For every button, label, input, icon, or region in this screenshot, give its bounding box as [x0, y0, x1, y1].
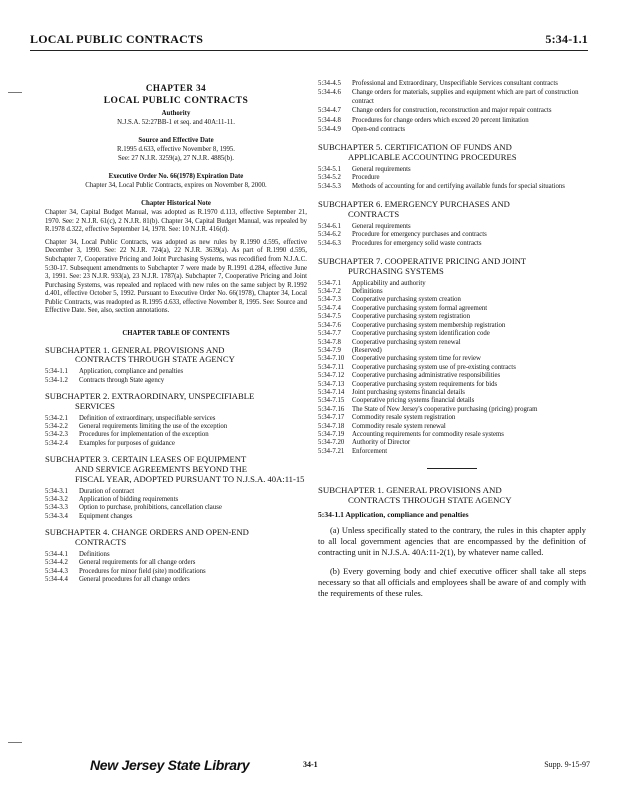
toc-item-text: Cooperative purchasing system requirements for bids	[352, 380, 498, 388]
subchapter-heading-line2: AND SERVICE AGREEMENTS BEYOND THE	[75, 464, 247, 475]
history-paragraph-1: Chapter 34, Capital Budget Manual, was adopted as R.1970 d.113, effective September 21, 1970. See: 2 N.J.R. 61(c), 2 N.J.R. 81(b). Chapter 34, Capital Budget Manual, was repealed by R.1978 d.322, effective September 14, 1978. See: 10 N.J.R. 416(d).	[45, 208, 307, 234]
toc-item	[45, 551, 307, 559]
chapter-title: LOCAL PUBLIC CONTRACTS	[103, 95, 249, 106]
toc-item-text: General procedures for all change orders	[79, 576, 190, 584]
toc-item	[318, 305, 586, 313]
toc-item-text: Procedure for emergency purchases and contracts	[352, 231, 487, 239]
toc-item	[318, 355, 586, 363]
subchapter-heading-line2: SERVICES	[75, 400, 115, 411]
toc-item-text: Open-end contracts	[352, 126, 406, 134]
supplement-date: Supp. 9-15-97	[544, 760, 590, 769]
header-section-number: 5:34-1.1	[545, 32, 588, 46]
toc-item-code: 5:34-7.18	[318, 422, 345, 430]
running-header	[30, 32, 588, 48]
subchapter-heading	[45, 392, 307, 412]
toc-item-code: 5:34-1.1	[45, 368, 68, 376]
toc-item-text: Professional and Extraordinary, Unspecifiable Services consultant contracts	[352, 80, 558, 87]
toc-item	[318, 330, 586, 338]
toc-right-top	[318, 80, 586, 134]
toc-item-code: 5:34-3.4	[45, 512, 68, 520]
toc-item-code: 5:34-4.5	[318, 80, 341, 87]
chapter-number: CHAPTER 34	[145, 83, 207, 93]
toc-item	[318, 296, 586, 304]
toc-item	[318, 439, 586, 447]
subchapter-heading	[45, 346, 307, 366]
toc-item	[318, 183, 586, 191]
subchapter-heading-line1: SUBCHAPTER 4. CHANGE ORDERS AND OPEN-END	[45, 527, 249, 538]
toc-item-text: (Reserved)	[352, 346, 382, 354]
subchapter-heading-line2: CONTRACTS	[75, 537, 127, 548]
toc-item	[318, 431, 586, 439]
toc-item-code: 5:34-7.2	[318, 288, 341, 296]
toc-item-code: 5:34-6.1	[318, 222, 341, 230]
toc-item-code: 5:34-7.16	[318, 405, 345, 413]
header-title: LOCAL PUBLIC CONTRACTS	[30, 32, 204, 46]
toc-item	[45, 377, 307, 385]
subchapter-heading	[318, 257, 586, 277]
subchapter-heading-line2: CONTRACTS THROUGH STATE AGENCY	[75, 354, 235, 365]
subchapter-heading	[318, 143, 586, 163]
subchapter-heading	[45, 455, 307, 484]
toc-item	[318, 347, 586, 355]
toc-item	[45, 496, 307, 504]
subchapter-heading	[45, 528, 307, 548]
toc-item-text: Enforcement	[352, 447, 388, 455]
authority-label: Authority	[161, 110, 191, 118]
toc-item-code: 5:34-7.11	[318, 363, 344, 371]
toc-item	[318, 423, 586, 431]
toc-item-text: Application of bidding requirements	[79, 496, 179, 504]
header-rule	[30, 50, 588, 51]
subchapter-heading-line2: APPLICABLE ACCOUNTING PROCEDURES	[348, 152, 517, 163]
toc-item	[318, 240, 586, 248]
toc-right	[318, 143, 586, 456]
source-text-1: R.1995 d.633, effective November 8, 1995.	[116, 145, 236, 153]
toc-item-code: 5:34-4.3	[45, 567, 68, 575]
source-text-2: See: 27 N.J.R. 3259(a), 27 N.J.R. 4885(b).	[118, 154, 234, 162]
toc-item-code: 5:34-7.12	[318, 372, 345, 380]
toc-item-text: Procedure	[352, 174, 380, 182]
source-label: Source and Effective Date	[138, 137, 214, 145]
toc-item-code: 5:34-5.3	[318, 182, 341, 190]
toc-item-text: Cooperative purchasing system formal agreement	[352, 304, 488, 312]
toc-item	[45, 576, 307, 584]
toc-item-text: Definitions	[352, 288, 383, 296]
toc-item-text: Procedures for emergency solid waste contracts	[352, 239, 482, 247]
toc-item-code: 5:34-7.19	[318, 430, 345, 438]
left-column	[45, 84, 307, 585]
toc-item	[318, 339, 586, 347]
toc-item-code: 5:34-4.2	[45, 559, 68, 567]
toc-item-code: 5:34-7.17	[318, 414, 345, 422]
toc-item-text: The State of New Jersey's cooperative purchasing (pricing) program	[352, 405, 538, 413]
toc-item-text: Definition of extraordinary, unspecifiable services	[79, 414, 216, 422]
toc-item-text: Procedures for minor field (site) modifications	[79, 567, 206, 575]
toc-item-text: Cooperative purchasing system registration	[352, 313, 470, 321]
toc-item-text: Joint purchasing systems financial details	[352, 388, 465, 396]
toc-item-text: General requirements for all change orders	[79, 559, 196, 567]
toc-item	[318, 107, 586, 115]
toc-item-text: Cooperative purchasing system membership registration	[352, 321, 506, 329]
toc-item	[45, 415, 307, 423]
toc-item-code: 5:34-1.2	[45, 376, 68, 384]
toc-item-code: 5:34-3.2	[45, 496, 68, 504]
toc-item	[318, 389, 586, 397]
toc-item-code: 5:34-3.1	[45, 487, 68, 495]
toc-item-code: 5:34-5.2	[318, 174, 341, 182]
toc-item	[318, 288, 586, 296]
toc-item-code: 5:34-3.3	[45, 504, 68, 512]
toc-item-code: 5:34-7.14	[318, 388, 345, 396]
toc-item	[45, 431, 307, 439]
toc-item	[318, 223, 586, 231]
toc-item-code: 5:34-7.7	[318, 330, 341, 338]
toc-item-code: 5:34-4.6	[318, 89, 341, 97]
subchapter-heading	[318, 200, 586, 220]
toc-item	[318, 414, 586, 422]
toc-item-code: 5:34-4.8	[318, 116, 341, 124]
section-title: 5:34-1.1 Application, compliance and penalties	[318, 510, 469, 520]
authority-text: N.J.S.A. 52:27BB-1 et seq. and 40A:11-11.	[117, 118, 235, 126]
margin-mark	[8, 742, 22, 743]
toc-item-text: Contracts through State agency	[79, 376, 165, 384]
toc-item-text: Commodity resale system renewal	[352, 422, 446, 430]
toc-item-code: 5:34-7.15	[318, 397, 345, 405]
toc-item-text: Applicability and authority	[352, 279, 426, 287]
toc-item-code: 5:34-7.3	[318, 296, 341, 304]
subchapter-heading-line1: SUBCHAPTER 6. EMERGENCY PURCHASES AND	[318, 199, 510, 210]
toc-item-code: 5:34-7.1	[318, 279, 341, 287]
toc-item-code: 5:34-7.13	[318, 380, 345, 388]
body-subchapter-heading-line1: SUBCHAPTER 1. GENERAL PROVISIONS AND	[318, 485, 502, 496]
toc-item-text: General requirements limiting the use of the exception	[79, 423, 228, 431]
toc-item-text: Procedures for implementation of the exception	[79, 431, 209, 439]
toc-item-text: Cooperative purchasing administrative responsibilities	[352, 372, 501, 380]
toc-item-code: 5:34-5.1	[318, 166, 341, 174]
toc-item-text: General requirements	[352, 222, 411, 230]
toc-item-code: 5:34-6.3	[318, 239, 341, 247]
toc-item	[45, 568, 307, 576]
toc-item-text: Definitions	[79, 550, 110, 558]
toc-item-text: Cooperative purchasing system identification code	[352, 330, 490, 338]
toc-item-code: 5:34-6.2	[318, 231, 341, 239]
toc-item-code: 5:34-7.6	[318, 321, 341, 329]
toc-item-code: 5:34-4.9	[318, 126, 341, 134]
toc-item	[318, 372, 586, 380]
toc-item	[318, 381, 586, 389]
toc-item	[318, 80, 586, 88]
toc-item	[318, 448, 586, 456]
toc-item	[318, 231, 586, 239]
toc-item-text: Cooperative pricing systems financial details	[352, 397, 475, 405]
page-number: 34-1	[303, 760, 318, 769]
body-subchapter-heading	[318, 485, 586, 505]
paragraph-a: (a) Unless specifically stated to the contrary, the rules in this chapter apply to all local government agencies that are encompassed by the definition of contracting unit in N.J.S.A. 40A:11-2(1), by whatever name called.	[318, 525, 586, 557]
toc-item-text: Authority of Director	[352, 439, 411, 447]
toc-item	[318, 364, 586, 372]
toc-item-text: Application, compliance and penalties	[79, 368, 184, 376]
toc-item-text: Accounting requirements for commodity resale systems	[352, 430, 504, 438]
toc-item	[45, 513, 307, 521]
toc-item	[318, 166, 586, 174]
toc-item	[45, 488, 307, 496]
exec-order-label: Executive Order No. 66(1978) Expiration Date	[108, 173, 244, 181]
subchapter-heading-line1: SUBCHAPTER 1. GENERAL PROVISIONS AND	[45, 344, 225, 355]
toc-item-code: 5:34-7.9	[318, 346, 341, 354]
toc-item-text: Change orders for construction, reconstruction and major repair contracts	[352, 107, 552, 115]
toc-item-code: 5:34-7.20	[318, 439, 345, 447]
right-column	[318, 80, 586, 607]
toc-item-code: 5:34-4.4	[45, 576, 68, 584]
toc-item	[45, 504, 307, 512]
toc-left	[45, 346, 307, 585]
toc-item-code: 5:34-7.21	[318, 447, 345, 455]
toc-item	[318, 406, 586, 414]
subchapter-heading-line2: PURCHASING SYSTEMS	[348, 265, 444, 276]
toc-item-code: 5:34-7.4	[318, 304, 341, 312]
toc-item-code: 5:34-7.8	[318, 338, 341, 346]
toc-item-code: 5:34-2.1	[45, 414, 68, 422]
toc-item-code: 5:34-2.4	[45, 439, 68, 447]
toc-item	[45, 423, 307, 431]
toc-item-text: Change orders for materials, supplies and equipment which are part of construction contract	[352, 89, 579, 105]
margin-mark	[8, 92, 22, 93]
paragraph-b: (b) Every governing body and chief executive officer shall take all steps necessary so that all officials and employees shall be aware of and comply with the requirements of these rules.	[318, 566, 586, 598]
toc-item-text: Methods of accounting for and certifying available funds for special situations	[352, 182, 565, 190]
subchapter-heading-line1: SUBCHAPTER 5. CERTIFICATION OF FUNDS AND	[318, 142, 512, 153]
toc-item-code: 5:34-7.10	[318, 355, 345, 363]
toc-item	[318, 397, 586, 405]
toc-item-text: Duration of contract	[79, 487, 135, 495]
subchapter-heading-line3: FISCAL YEAR, ADOPTED PURSUANT TO N.J.S.A. 40A:11-15	[75, 473, 305, 484]
subchapter-heading-line1: SUBCHAPTER 7. COOPERATIVE PRICING AND JOINT	[318, 256, 527, 267]
toc-item	[318, 89, 586, 106]
toc-item-text: Cooperative purchasing system renewal	[352, 338, 461, 346]
toc-item-code: 5:34-7.5	[318, 313, 341, 321]
toc-item-text: Examples for purposes of guidance	[79, 439, 175, 447]
toc-item	[318, 313, 586, 321]
section-divider	[427, 468, 477, 469]
toc-item	[45, 559, 307, 567]
toc-item	[318, 117, 586, 125]
toc-item	[318, 322, 586, 330]
toc-item-text: Commodity resale system registration	[352, 414, 456, 422]
subchapter-heading-line1: SUBCHAPTER 3. CERTAIN LEASES OF EQUIPMENT	[45, 454, 247, 465]
toc-item	[318, 280, 586, 288]
toc-label: CHAPTER TABLE OF CONTENTS	[122, 330, 230, 338]
toc-item	[45, 440, 307, 448]
toc-item	[318, 174, 586, 182]
toc-item-code: 5:34-4.7	[318, 107, 341, 115]
toc-item-text: Cooperative purchasing system use of pre-existing contracts	[352, 363, 516, 371]
exec-order-text: Chapter 34, Local Public Contracts, expires on November 8, 2000.	[85, 181, 267, 189]
toc-item-text: Equipment changes	[79, 512, 133, 520]
subchapter-heading-line1: SUBCHAPTER 2. EXTRAORDINARY, UNSPECIFIABLE	[45, 391, 255, 402]
toc-item-text: Option to purchase, prohibitions, cancellation clause	[79, 504, 222, 512]
toc-item-text: General requirements	[352, 166, 411, 174]
toc-item-code: 5:34-4.1	[45, 550, 68, 558]
toc-item-text: Procedures for change orders which exceed 20 percent limitation	[352, 116, 529, 124]
toc-item-text: Cooperative purchasing system creation	[352, 296, 461, 304]
library-stamp: New Jersey State Library	[90, 757, 250, 773]
body-subchapter-heading-line2: CONTRACTS THROUGH STATE AGENCY	[348, 495, 512, 506]
toc-item-code: 5:34-2.3	[45, 431, 68, 439]
toc-item-text: Cooperative purchasing system time for review	[352, 355, 481, 363]
history-paragraph-2: Chapter 34, Local Public Contracts, was adopted as new rules by R.1990 d.595, effective December 3, 1990. See: 22 N.J.R. 724(a), 22 N.J.R. 3639(a). As part of R.1990 d.595, Subchapter 7, Cooperative Pricing and Joint Purchasing Systems, was recodified from N.J.A.C. 5:30-17. Subsequent amendments to Subchapter 7 were made by R.1991 d.284, effective June 3, 1991. See: 23 N.J.R. 933(a), 23 N.J.R. 1787(a). Subchapter 7, Cooperative Pricing and Joint Purchasing Systems, was repealed and replaced with new rules on the same subject by R.1992 d.401, effective October 5, 1992. Pursuant to Executive Order No. 66(1978), Chapter 34, Local Public Contracts, was readopted as R.1995 d.633, effective November 8, 1995. See: Source and Effective Date. See, also, section annotations.	[45, 238, 307, 315]
toc-item-code: 5:34-2.2	[45, 423, 68, 431]
toc-item	[45, 368, 307, 376]
history-label: Chapter Historical Note	[141, 200, 211, 208]
toc-item	[318, 126, 586, 134]
subchapter-heading-line2: CONTRACTS	[348, 209, 400, 220]
